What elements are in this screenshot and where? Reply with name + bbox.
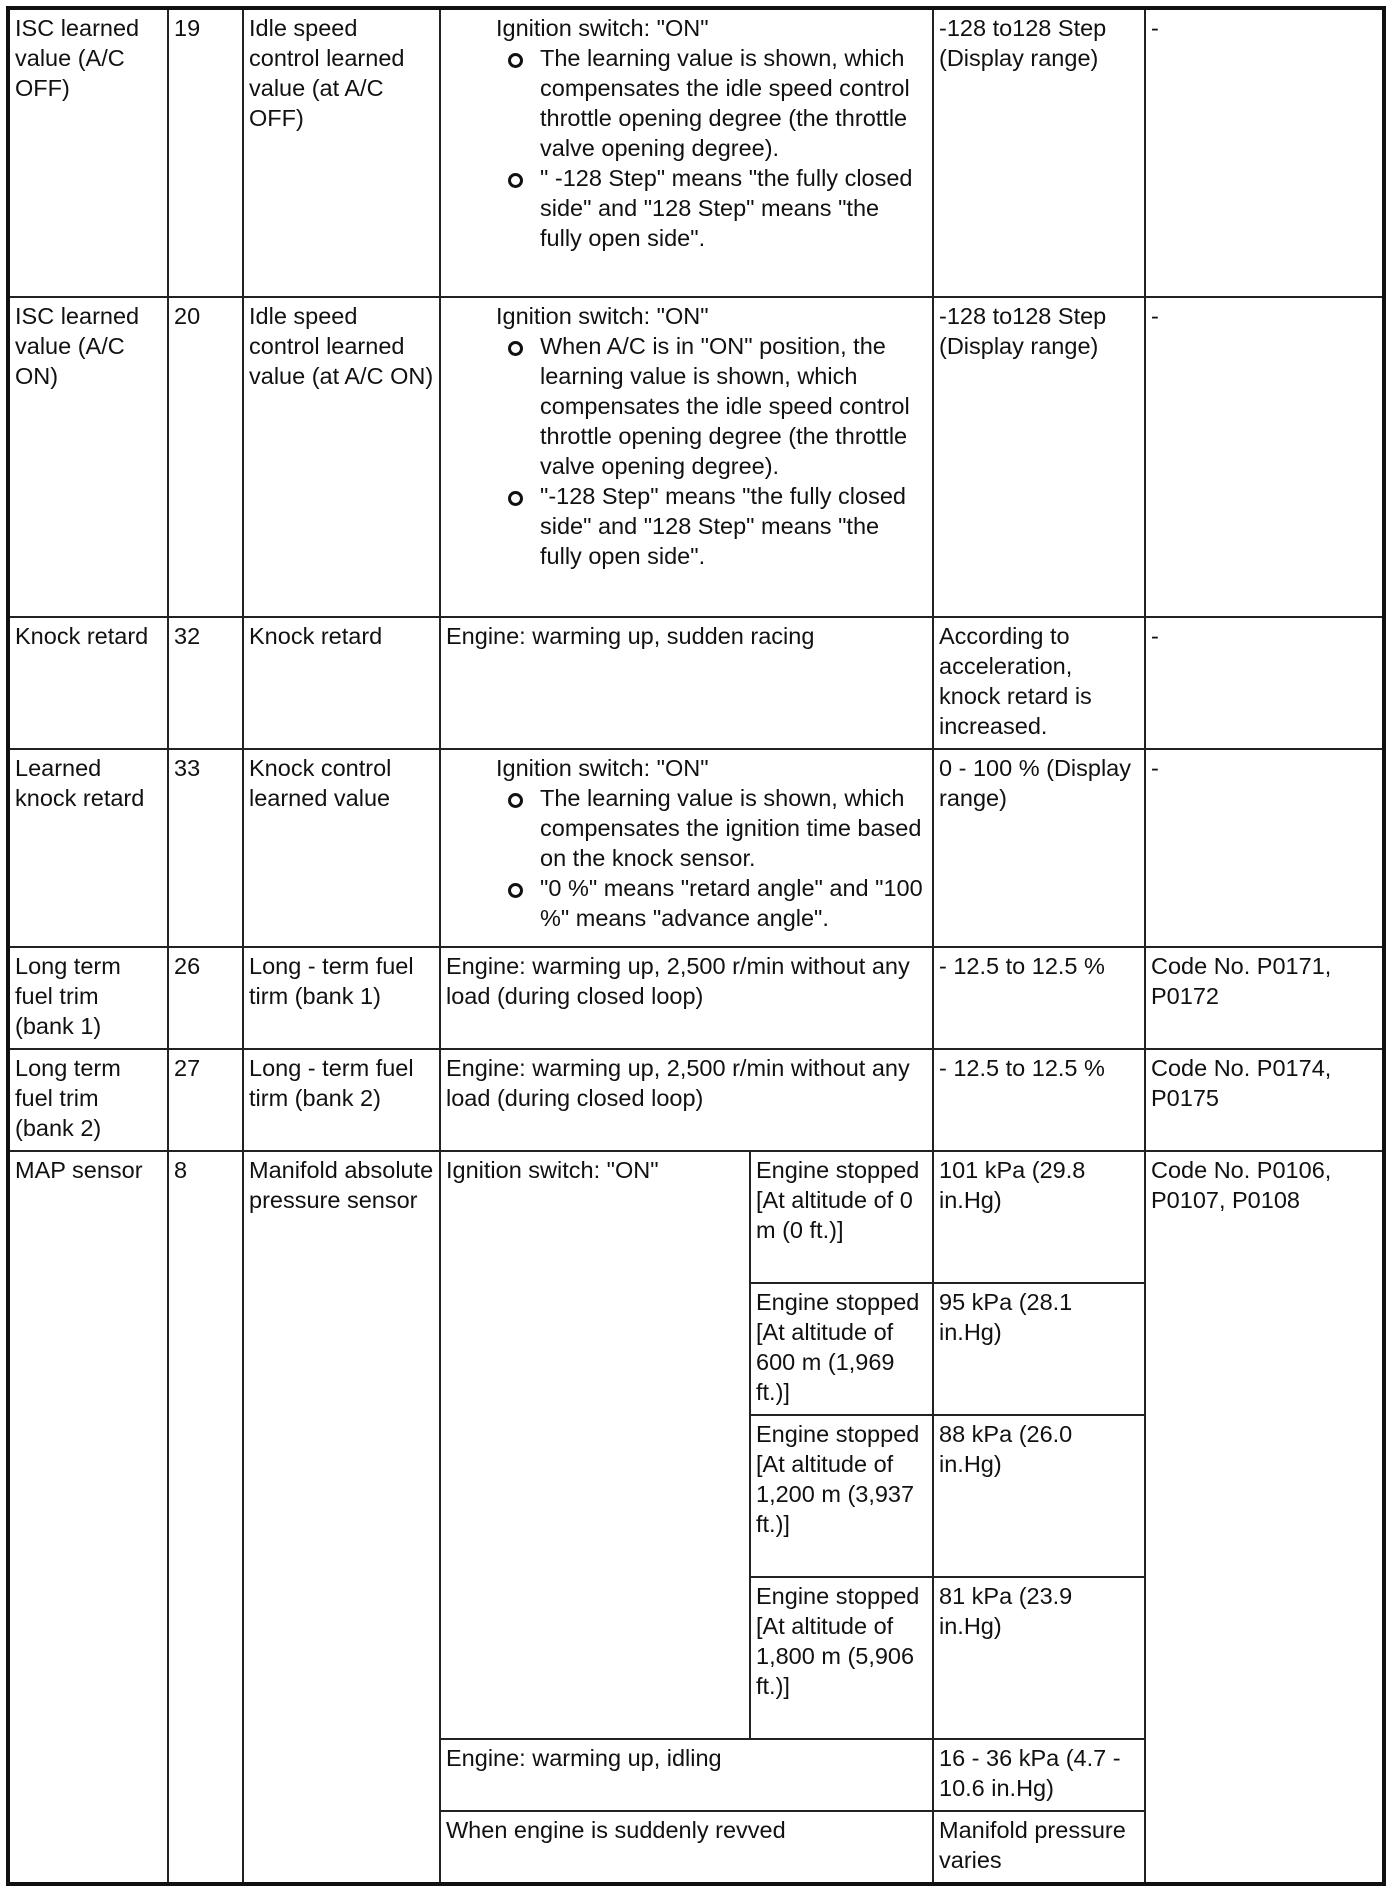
circle-bullet-icon — [508, 53, 523, 68]
table-row — [8, 749, 1384, 947]
specification-cell: -128 to128 Step (Display range) — [933, 8, 1145, 297]
list-item: "0 %" means "retard angle" and "100 %" means "advance angle". — [496, 873, 927, 933]
description-cell: Manifold absolute pressure sensor — [243, 1151, 440, 1884]
item-cell: ISC learned value (A/C ON) — [8, 297, 168, 617]
item-cell: ISC learned value (A/C OFF) — [8, 8, 168, 297]
list-item: The learning value is shown, which compensates the idle speed control throttle opening degree (the throttle valve opening degree). — [496, 43, 927, 163]
specification-cell: 81 kPa (23.9 in.Hg) — [933, 1577, 1145, 1739]
condition-heading: Ignition switch: "ON" — [496, 755, 709, 781]
specification-cell: 88 kPa (26.0 in.Hg) — [933, 1415, 1145, 1577]
reference-cell: - — [1145, 749, 1384, 947]
condition-cell: When engine is suddenly revved — [440, 1811, 933, 1884]
reference-cell: - — [1145, 297, 1384, 617]
specification-cell: - 12.5 to 12.5 % — [933, 947, 1145, 1049]
item-cell: Long term fuel trim (bank 2) — [8, 1049, 168, 1151]
condition-cell — [440, 8, 933, 297]
condition-cell: Engine: warming up, sudden racing — [440, 617, 933, 749]
list-item: " -128 Step" means "the fully closed side" and "128 Step" means "the fully open side". — [496, 163, 927, 253]
item-cell: Learned knock retard — [8, 749, 168, 947]
condition-cell: Engine: warming up, 2,500 r/min without any load (during closed loop) — [440, 1049, 933, 1151]
circle-bullet-icon — [508, 491, 523, 506]
sub-condition-cell: Engine stopped [At altitude of 600 m (1,969 ft.)] — [750, 1283, 933, 1415]
circle-bullet-icon — [508, 793, 523, 808]
reference-cell: Code No. P0106, P0107, P0108 — [1145, 1151, 1384, 1884]
description-cell: Idle speed control learned value (at A/C OFF) — [243, 8, 440, 297]
description-cell: Knock retard — [243, 617, 440, 749]
sub-condition-cell: Engine stopped [At altitude of 0 m (0 ft.)] — [750, 1151, 933, 1283]
table-row — [8, 1151, 1384, 1283]
description-cell: Long - term fuel tirm (bank 1) — [243, 947, 440, 1049]
circle-bullet-icon — [508, 341, 523, 356]
condition-cell — [440, 749, 933, 947]
table-row — [8, 297, 1384, 617]
no-cell: 32 — [168, 617, 243, 749]
table-row — [8, 947, 1384, 1049]
specification-cell: 16 - 36 kPa (4.7 - 10.6 in.Hg) — [933, 1739, 1145, 1811]
condition-cell — [440, 297, 933, 617]
specification-cell: According to acceleration, knock retard is increased. — [933, 617, 1145, 749]
no-cell: 27 — [168, 1049, 243, 1151]
table-row — [8, 617, 1384, 749]
sub-condition-cell: Engine stopped [At altitude of 1,200 m (3,937 ft.)] — [750, 1415, 933, 1577]
condition-cell: Engine: warming up, 2,500 r/min without any load (during closed loop) — [440, 947, 933, 1049]
description-cell: Long - term fuel tirm (bank 2) — [243, 1049, 440, 1151]
circle-bullet-icon — [508, 173, 523, 188]
bullet-list — [446, 331, 927, 571]
reference-cell: Code No. P0174, P0175 — [1145, 1049, 1384, 1151]
no-cell: 26 — [168, 947, 243, 1049]
table-row — [8, 1049, 1384, 1151]
list-item: "-128 Step" means "the fully closed side" and "128 Step" means "the fully open side". — [496, 481, 927, 571]
condition-heading: Ignition switch: "ON" — [496, 303, 709, 329]
sub-condition-cell: Engine stopped [At altitude of 1,800 m (5,906 ft.)] — [750, 1577, 933, 1739]
bullet-list — [446, 783, 927, 933]
condition-heading: Ignition switch: "ON" — [496, 15, 709, 41]
list-item: The learning value is shown, which compensates the ignition time based on the knock sensor. — [496, 783, 927, 873]
no-cell: 8 — [168, 1151, 243, 1884]
item-cell: Long term fuel trim (bank 1) — [8, 947, 168, 1049]
specification-cell: 101 kPa (29.8 in.Hg) — [933, 1151, 1145, 1283]
specification-cell: Manifold pressure varies — [933, 1811, 1145, 1884]
specification-cell: 0 - 100 % (Display range) — [933, 749, 1145, 947]
reference-cell: - — [1145, 617, 1384, 749]
condition-cell: Engine: warming up, idling — [440, 1739, 933, 1811]
no-cell: 33 — [168, 749, 243, 947]
list-item: When A/C is in "ON" position, the learning value is shown, which compensates the idle speed control throttle opening degree (the throttle valve opening degree). — [496, 331, 927, 481]
no-cell: 19 — [168, 8, 243, 297]
table-row — [8, 8, 1384, 297]
condition-cell: Ignition switch: "ON" — [440, 1151, 750, 1739]
specification-cell: 95 kPa (28.1 in.Hg) — [933, 1283, 1145, 1415]
specification-cell: - 12.5 to 12.5 % — [933, 1049, 1145, 1151]
no-cell: 20 — [168, 297, 243, 617]
item-cell: MAP sensor — [8, 1151, 168, 1884]
description-cell: Knock control learned value — [243, 749, 440, 947]
bullet-list — [446, 43, 927, 253]
reference-cell: Code No. P0171, P0172 — [1145, 947, 1384, 1049]
reference-cell: - — [1145, 8, 1384, 297]
circle-bullet-icon — [508, 883, 523, 898]
service-data-table — [6, 6, 1386, 1886]
description-cell: Idle speed control learned value (at A/C ON) — [243, 297, 440, 617]
item-cell: Knock retard — [8, 617, 168, 749]
specification-cell: -128 to128 Step (Display range) — [933, 297, 1145, 617]
